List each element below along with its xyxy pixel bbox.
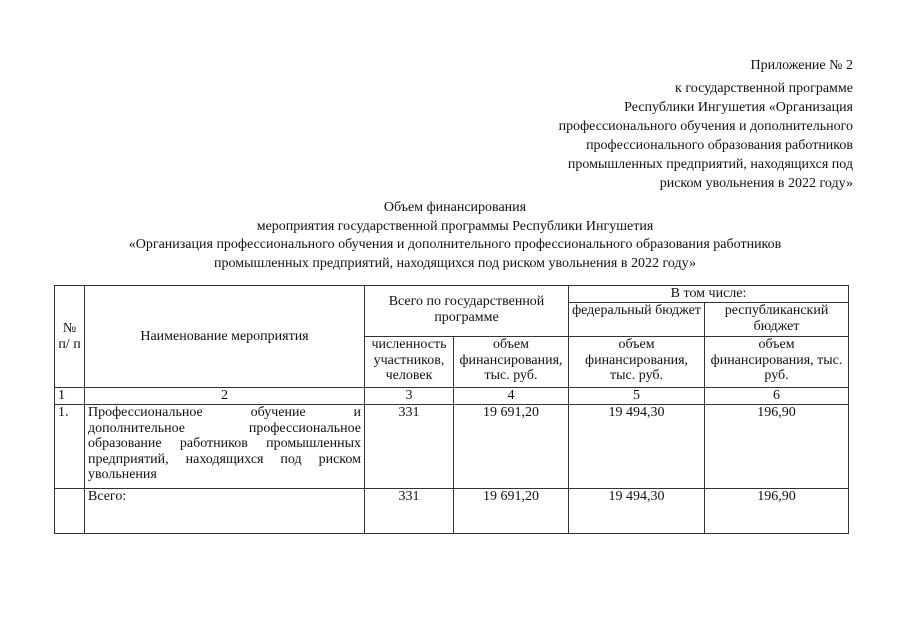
- row-num: 1.: [55, 405, 85, 489]
- row-federal: 19 494,30: [569, 489, 705, 534]
- row-total: 19 691,20: [454, 405, 569, 489]
- header-total-group: Всего по государственной программе: [365, 286, 569, 337]
- appendix-reference: [559, 79, 853, 193]
- appendix-line: риском увольнения в 2022 году»: [659, 176, 853, 191]
- table-row: [55, 405, 849, 489]
- row-num: [55, 489, 85, 534]
- row-name: Всего:: [85, 489, 365, 534]
- appendix-line: Республики Ингушетия «Организация: [624, 100, 853, 115]
- header-financing-republic: объем финансирования, тыс. руб.: [705, 337, 849, 388]
- heading-line: «Организация профессионального обучения и дополнительного профессионального образования работников: [128, 237, 782, 253]
- header-financing-federal: объем финансирования, тыс. руб.: [569, 337, 705, 388]
- row-republic: 196,90: [705, 489, 849, 534]
- document-heading: [40, 199, 870, 274]
- appendix-title: Приложение № 2: [750, 58, 853, 73]
- row-name: Профессиональное обучение и дополнительное профессиональное образование работников промышленных предприятий, находящихся под риском увольнения: [85, 405, 365, 489]
- row-participants: 331: [365, 489, 454, 534]
- row-participants: 331: [365, 405, 454, 489]
- column-number: 2: [85, 388, 365, 405]
- financing-table: [54, 285, 849, 534]
- column-number: 1: [55, 388, 85, 405]
- row-federal: 19 494,30: [569, 405, 705, 489]
- appendix-line: профессионального обучения и дополнительного: [558, 119, 853, 134]
- appendix-line: к государственной программе: [675, 81, 853, 96]
- column-number-row: [55, 388, 849, 405]
- header-republic: республиканский бюджет: [705, 303, 849, 337]
- header-federal: федеральный бюджет: [569, 303, 705, 337]
- heading-line: мероприятия государственной программы Республики Ингушетия: [256, 218, 654, 234]
- header-name: Наименование мероприятия: [85, 286, 365, 388]
- column-number: 3: [365, 388, 454, 405]
- header-including: В том числе:: [569, 286, 849, 303]
- header-financing-total: объем финансирования, тыс. руб.: [454, 337, 569, 388]
- appendix-line: промышленных предприятий, находящихся под: [567, 157, 853, 172]
- column-number: 4: [454, 388, 569, 405]
- column-number: 6: [705, 388, 849, 405]
- heading-line: промышленных предприятий, находящихся под риском увольнения в 2022 году»: [214, 256, 696, 272]
- appendix-line: профессионального образования работников: [586, 138, 853, 153]
- heading-line: Объем финансирования: [383, 200, 527, 215]
- header-participants: численность участников, человек: [365, 337, 454, 388]
- table-row-total: [55, 489, 849, 534]
- column-number: 5: [569, 388, 705, 405]
- row-total: 19 691,20: [454, 489, 569, 534]
- row-republic: 196,90: [705, 405, 849, 489]
- header-num: № п/ п: [55, 286, 85, 388]
